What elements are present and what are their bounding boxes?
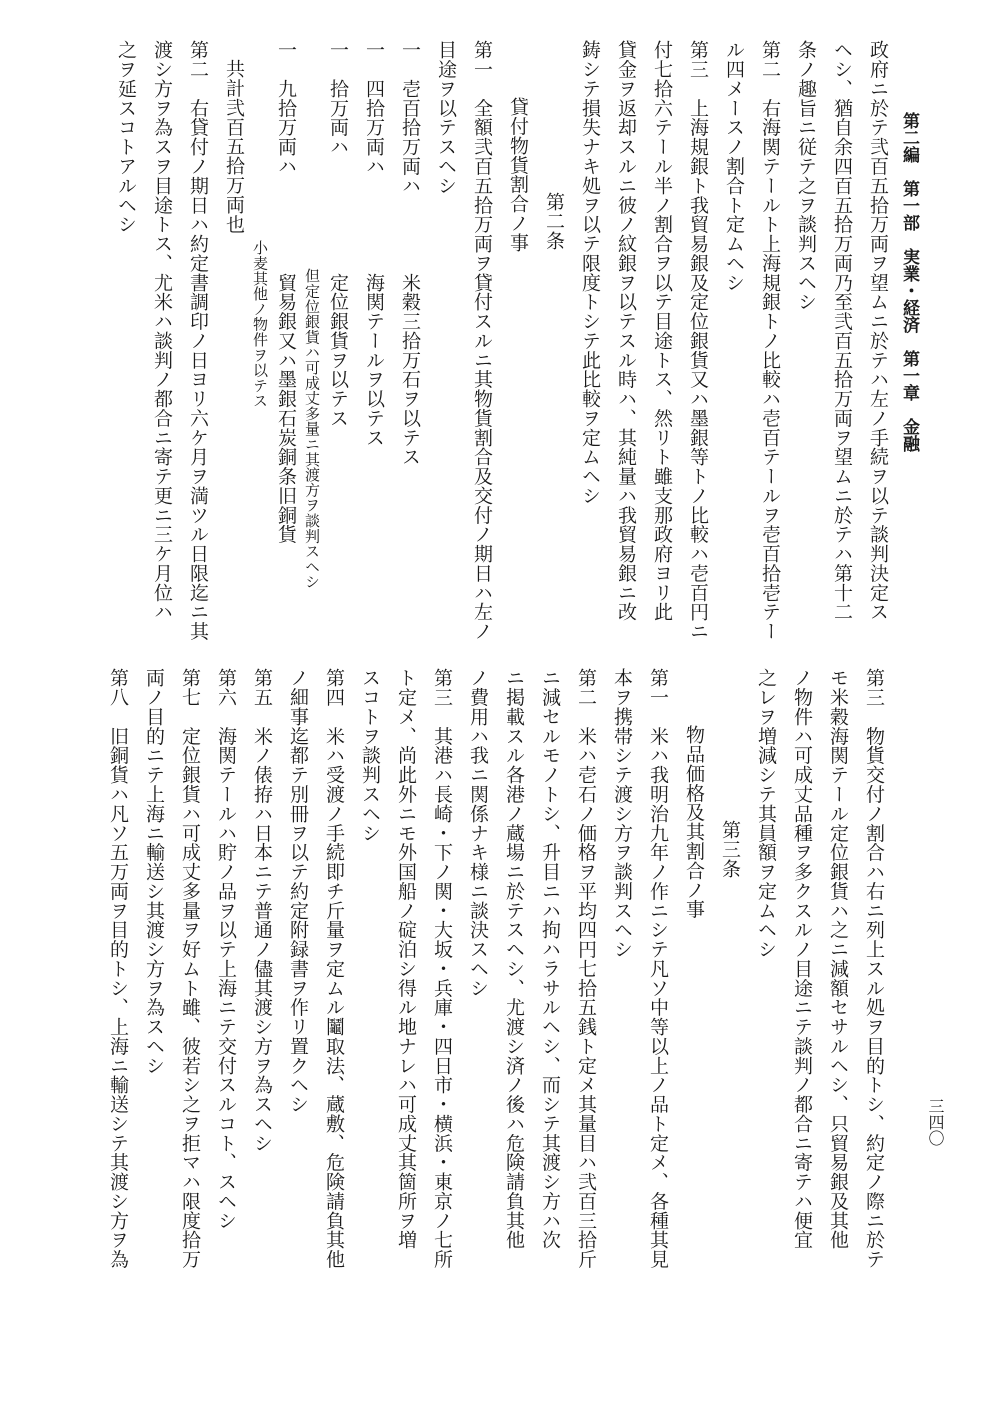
text-line: 第八 旧銅貨ハ凡ソ五万両ヲ目的トシ、上海ニ輸送シテ其渡シ方ヲ為 bbox=[107, 668, 129, 1269]
page-number: 三四〇 bbox=[926, 1098, 945, 1146]
text-line: ト定メ、尚此外ニモ外国船ノ碇泊シ得ル地ナレハ可成丈其箇所ヲ増 bbox=[395, 668, 417, 1250]
text-line: 貸金ヲ返却スルニ彼ノ紋銀ヲ以テスル時ハ、其純量ハ我貿易銀ニ改 bbox=[615, 40, 637, 622]
text-line: 政府ニ於テ弐百五拾万両ヲ望ムニ於テハ左ノ手続ヲ以テ談判決定ス bbox=[867, 40, 889, 622]
text-line: 之ヲ延スコトアルヘシ bbox=[115, 40, 137, 234]
text-line: 条ノ趣旨ニ従テ之ヲ談判スヘシ bbox=[795, 40, 817, 312]
text-line: 貸付物貨割合ノ事 bbox=[507, 97, 529, 253]
text-line: ノ物件ハ可成丈品種ヲ多クスルノ目途ニテ談判ノ都合ニ寄テハ便宜 bbox=[791, 668, 813, 1250]
text-line: ヘシ、猶自余四百五拾万両乃至弐百五拾万両ヲ望ムニ於テハ第十二 bbox=[831, 40, 853, 622]
text-line: 第二条 bbox=[543, 192, 565, 251]
text-line: 一 四拾万両ハ 海関テールヲ以テス bbox=[363, 40, 385, 447]
text-line: 鋳シテ損失ナキ処ヲ以テ限度トシテ此比較ヲ定ムヘシ bbox=[579, 40, 601, 506]
text-line: 第三 上海規銀ト我貿易銀及定位銀貨又ハ墨銀等トノ比較ハ壱百円ニ bbox=[687, 40, 709, 641]
text-line: 一 拾万両ハ 定位銀貨ヲ以テス bbox=[327, 40, 349, 428]
text-line: ニ減セルモノトシ、升目ニハ拘ハラサルヘシ、而シテ其渡シ方ハ次 bbox=[539, 668, 561, 1250]
text-line: モ米穀海関テール定位銀貨ハ之ニ減額セサルヘシ、只貿易銀及其他 bbox=[827, 668, 849, 1250]
text-line: 之レヲ増減シテ其員額ヲ定ムヘシ bbox=[755, 668, 777, 959]
text-line: 第一 全額弐百五拾万両ヲ貸付スルニ其物貨割合及交付ノ期日ハ左ノ bbox=[471, 40, 493, 641]
text-line: 第五 米ノ俵拵ハ日本ニテ普通ノ儘其渡シ方ヲ為スヘシ bbox=[251, 668, 273, 1153]
text-line: 物品価格及其割合ノ事 bbox=[683, 725, 705, 919]
text-line: 第六 海関テールハ貯ノ品ヲ以テ上海ニテ交付スルコト、スヘシ bbox=[215, 668, 237, 1231]
running-header: 第二編 第一部 実業・経済 第一章 金融 bbox=[899, 112, 919, 452]
text-line: 第二 米ハ壱石ノ価格ヲ平均四円七拾五銭ト定メ其量目ハ弐百三拾斤 bbox=[575, 668, 597, 1269]
text-line: スコトヲ談判スヘシ bbox=[359, 668, 381, 843]
text-line: 第二 右海関テールト上海規銀トノ比較ハ壱百テールヲ壱百拾壱テー bbox=[759, 40, 781, 641]
text-line: ノ細事迄都テ別冊ヲ以テ約定附録書ヲ作リ置クヘシ bbox=[287, 668, 309, 1114]
text-line: 第一 米ハ我明治九年ノ作ニシテ凡ソ中等以上ノ品ト定メ、各種其見 bbox=[647, 668, 669, 1269]
text-line: 本ヲ携帯シテ渡シ方ヲ談判スヘシ bbox=[611, 668, 633, 959]
text-line: 第三条 bbox=[719, 820, 741, 879]
text-line: 付七拾六テール半ノ割合ヲ以テ目途トス、然リト雖支那政府ヨリ此 bbox=[651, 40, 673, 622]
text-line: ル四メースノ割合ト定ムヘシ bbox=[723, 40, 745, 292]
lower-text-block bbox=[100, 668, 892, 1308]
text-line: 目途ヲ以テスヘシ bbox=[435, 40, 457, 196]
text-line: 第七 定位銀貨ハ可成丈多量ヲ好ムト雖、彼若シ之ヲ拒マハ限度拾万 bbox=[179, 668, 201, 1269]
text-line: 一 壱百拾万両ハ 米穀三拾万石ヲ以テス bbox=[399, 40, 421, 467]
text-line: 共計弐百五拾万両也 bbox=[223, 59, 245, 234]
text-line: 第四 米ハ受渡ノ手続即チ斤量ヲ定ムル鬮取法、蔵敷、危険請負其他 bbox=[323, 668, 345, 1269]
text-line: 第二 右貸付ノ期日ハ約定書調印ノ日ヨリ六ケ月ヲ満ツル日限迄ニ其 bbox=[187, 40, 209, 641]
text-line: 小麦其他ノ物件ヲ以テス bbox=[251, 240, 269, 409]
text-line: ニ掲載スル各港ノ蔵場ニ於テスヘシ、尤渡シ済ノ後ハ危険請負其他 bbox=[503, 668, 525, 1250]
upper-text-block bbox=[108, 40, 896, 660]
text-line: 第三 物貨交付ノ割合ハ右ニ列上スル処ヲ目的トシ、約定ノ際ニ於テ bbox=[863, 668, 885, 1269]
text-line: 渡シ方ヲ為スヲ目途トス、尤米ハ談判ノ都合ニ寄テ更ニ三ケ月位ハ bbox=[151, 40, 173, 622]
text-line: 一 九拾万両ハ 貿易銀又ハ墨銀石炭銅条旧銅貨 bbox=[275, 40, 297, 544]
text-line: 但定位銀貨ハ可成丈多量ニ其渡方ヲ談判スヘシ bbox=[303, 268, 321, 590]
text-line: 両ノ目的ニテ上海ニ輸送シ其渡シ方ヲ為スヘシ bbox=[143, 668, 165, 1075]
text-line: ノ費用ハ我ニ関係ナキ様ニ談決スヘシ bbox=[467, 668, 489, 998]
text-line: 第三 其港ハ長崎・下ノ関・大坂・兵庫・四日市・横浜・東京ノ七所 bbox=[431, 668, 453, 1269]
